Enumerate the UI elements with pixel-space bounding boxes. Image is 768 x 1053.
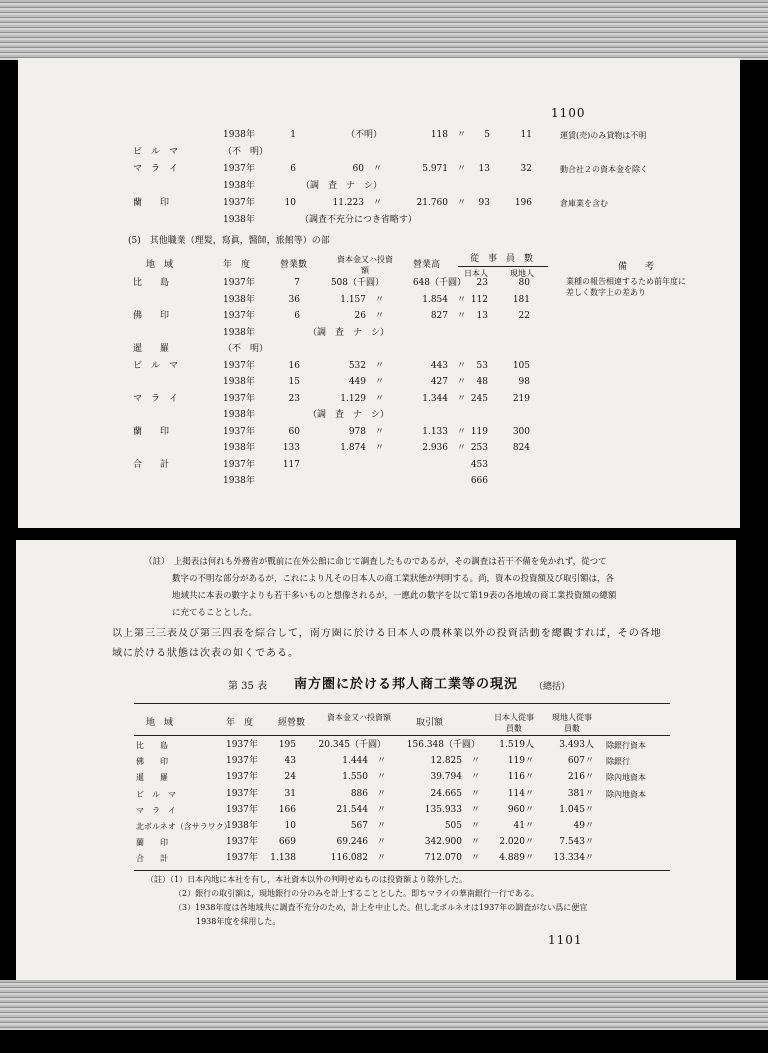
cell-local: 3.493人 [559, 740, 594, 750]
cell-year: （不 明） [223, 147, 269, 157]
header-remark: 備 考 [618, 262, 655, 272]
lower-page [16, 540, 736, 1018]
cell-region: 蘭 印 [136, 838, 168, 848]
cell-year: 1938年 [223, 130, 255, 140]
cell-capital: 116.082 〃 [330, 853, 386, 864]
cell-local: 7.543〃 [559, 837, 594, 848]
cell-trade: 24.665 〃 [430, 788, 480, 799]
cell-capital: 69.246 〃 [336, 837, 386, 848]
cell-remark: 除內地資本 [606, 773, 646, 783]
table-label: 第 35 表 [228, 681, 268, 692]
cell-trade: 135.933 〃 [424, 804, 480, 815]
cell-jp: 13 [478, 164, 490, 174]
cell-trade: 39.794 〃 [430, 772, 480, 783]
cell-jp: 453 [470, 459, 488, 470]
cell-sales: 118 〃 [430, 130, 466, 140]
cell-region: 合 計 [136, 854, 168, 864]
cell-jp: 48 [476, 377, 488, 387]
footnote: （2）銀行の取引額は，現地銀行の分のみを計上することとした。即ちマライの華南銀行一行である。 [174, 889, 539, 898]
header-local: 現地人從事員數 [552, 713, 592, 733]
table-title: 南方圏に於ける邦人商工業等の現況 [294, 677, 519, 692]
cell-count: 24 [284, 772, 296, 783]
table-top-rule [134, 703, 670, 704]
cell-trade: 712.070 〃 [424, 853, 480, 864]
cell-year: 1938年 [223, 377, 255, 387]
cell-remark: 動合社２の資本金を除く [560, 165, 648, 174]
cell-year: 1937年 [226, 804, 258, 815]
cell-year: 1938年 [223, 476, 255, 486]
cell-year: 1937年 [223, 311, 255, 321]
cell-year: 1937年 [223, 278, 255, 288]
cell-region: 佛 印 [133, 311, 170, 321]
note-line: （註） 上掲表は何れも外務省が戰前に在外公館に命じて調査したものであるが，その調査は若干不備を免かれず，從つて [144, 557, 607, 567]
cell-year: 1937年 [223, 164, 255, 174]
cell-capital: （調 査 ナ シ） [300, 181, 382, 191]
cell-capital: 978 〃 [348, 426, 384, 437]
cell-count: 166 [278, 804, 296, 815]
header-sales: 營業高 [413, 260, 441, 270]
cell-jp: 114〃 [507, 788, 534, 799]
cell-sales: 21.760 〃 [416, 198, 466, 208]
cell-region: ビ ル マ [136, 789, 176, 799]
cell-count: 10 [284, 821, 296, 831]
cell-year: 1938年 [223, 294, 255, 305]
cell-region: ビ ル マ [133, 147, 179, 157]
cell-count: 60 [288, 426, 300, 437]
cell-jp: 666 [470, 476, 488, 486]
cell-region: 蘭 印 [133, 426, 170, 437]
cell-capital: 21.544 〃 [336, 804, 386, 815]
footnote: （3）1938年度は各地域共に調査不充分のため，計上を中止した。但し北ボルネオは1937年の調査がない爲に便宜 [174, 903, 588, 912]
cell-jp: 119〃 [507, 756, 534, 767]
cell-jp: 116〃 [507, 772, 534, 783]
cell-count: 15 [288, 377, 300, 387]
cell-capital: 11.223 〃 [332, 198, 382, 208]
upper-page [18, 58, 740, 528]
header-jp: 日本人從事員數 [494, 713, 534, 733]
vertical-text-block [112, 628, 682, 668]
cell-remark: 運賃(売)のみ貸物は不明 [560, 131, 647, 140]
cell-year: 1937年 [226, 837, 258, 848]
cell-capital: 60 〃 [352, 164, 382, 174]
cell-count: 117 [282, 459, 300, 470]
table-bottom-rule [134, 870, 670, 871]
cell-local: 1.045〃 [559, 804, 594, 815]
header-count: 經營數 [278, 718, 306, 728]
cell-region: マ ラ イ [133, 164, 179, 174]
cell-local: 13.334〃 [553, 853, 594, 864]
cell-capital: 449 〃 [348, 377, 384, 387]
cell-capital: 532 〃 [348, 360, 384, 371]
cell-count: 6 [290, 164, 296, 174]
header-year: 年 度 [226, 718, 254, 728]
cell-region: ビ ル マ [133, 360, 179, 371]
cell-count: 1.138 [270, 853, 296, 864]
cell-trade: 505 〃 [444, 821, 480, 831]
header-jp: 日本人 [464, 269, 488, 278]
cell-capital: （調 査 ナ シ） [308, 327, 390, 338]
cell-year: 1937年 [226, 853, 258, 864]
cell-local: 607〃 [567, 756, 594, 767]
cell-count: 669 [278, 837, 296, 848]
cell-jp: 53 [476, 360, 488, 371]
cell-jp: 4.889〃 [499, 853, 534, 864]
page-number: 1101 [548, 933, 583, 947]
cell-jp: 253 [470, 443, 488, 453]
cell-sales: 1.854 〃 [422, 294, 466, 305]
cell-region: 合 計 [133, 459, 170, 470]
cell-jp: 93 [478, 198, 490, 208]
cell-year: 1937年 [226, 740, 258, 750]
cell-local: 300 [512, 426, 530, 437]
cell-region: 佛 印 [136, 757, 168, 767]
cell-local: 22 [518, 311, 530, 321]
cell-year: 1938年 [223, 443, 255, 453]
footnote: （註）（1）日本內地に本社を有し，本社資本以外の判明せぬものは投資額より除外した。 [146, 875, 468, 884]
cell-count: 133 [282, 443, 300, 453]
cell-capital: 1.444 〃 [342, 756, 386, 767]
cell-jp: 245 [470, 393, 488, 404]
cell-year: 1937年 [223, 360, 255, 371]
cell-jp: 5 [484, 130, 490, 140]
cell-local: 80 [518, 278, 530, 288]
footnote: 1938年度を採用した。 [196, 917, 281, 926]
section-heading: (5) 其他職業（理髪，寫眞，醫師，旅館等）の部 [128, 236, 330, 246]
cell-capital: 20.345（千圓） [318, 740, 386, 750]
header-capital: 資本金又ハ投資額 [327, 713, 391, 722]
cell-jp: 112 [470, 294, 488, 305]
cell-local: 381〃 [567, 788, 594, 799]
cell-year: 1937年 [223, 393, 255, 404]
cell-local: 181 [512, 294, 530, 305]
header-capital: 資本金又ハ投資額 [337, 255, 393, 275]
cell-jp: 13 [476, 311, 488, 321]
cell-local: 105 [512, 360, 530, 371]
cell-year: 1937年 [226, 772, 258, 783]
cell-year: 1938年 [226, 821, 258, 831]
note-line: 地域共に本表の數字よりも若干多いものと想像されるが，一應此の數字を以て第19表の各地域の商工業投資額の總額 [172, 591, 617, 601]
header-local: 現地人 [510, 269, 534, 278]
header-count: 營業數 [280, 260, 308, 270]
cell-region: マ ラ イ [136, 805, 176, 815]
header-employees: 從 事 員 數 [470, 254, 534, 264]
cell-trade: 342.900 〃 [424, 837, 480, 848]
cell-count: 16 [288, 360, 300, 371]
cell-capital: 1.129 〃 [340, 393, 384, 404]
cell-sales: 5.971 〃 [422, 164, 466, 174]
cell-local: 824 [512, 443, 530, 453]
cell-year: 1938年 [223, 181, 255, 191]
cell-year: 1937年 [226, 788, 258, 799]
cell-capital: 1.874 〃 [340, 443, 384, 453]
cell-count: 7 [294, 278, 300, 288]
cell-jp: 960〃 [507, 804, 534, 815]
header-region: 地 域 [146, 260, 174, 270]
cell-remark: 除銀行資本 [606, 741, 646, 750]
cell-local: 32 [520, 164, 532, 174]
cell-local: 49〃 [573, 821, 594, 831]
header-trade: 取引額 [416, 718, 444, 728]
cell-local: 219 [512, 393, 530, 404]
table-subtitle: （總括） [534, 682, 571, 692]
header-year: 年 度 [223, 260, 251, 270]
cell-region: 暹 羅 [136, 773, 168, 783]
body-text-line: 以上第三三表及び第三四表を綜合して，南方圏に於ける日本人の農林業以外の投資活動を總觀すれば，その各地 [112, 628, 662, 639]
cell-capital: 1.157 〃 [340, 294, 384, 305]
page-number: 1100 [551, 106, 586, 120]
note-line: に充てることとした。 [172, 608, 258, 618]
cell-capital: 886 〃 [350, 788, 386, 799]
cell-sales: 427 〃 [430, 377, 466, 387]
cell-remark: 除銀行 [606, 757, 630, 767]
cell-region: 比 島 [133, 278, 170, 288]
cell-jp: 1.519人 [499, 740, 534, 750]
cell-sales: 1.133 〃 [422, 426, 466, 437]
cell-year: （不 明） [223, 344, 269, 354]
cell-capital: 508（千圓） [330, 278, 384, 288]
cell-sales: 2.936 〃 [422, 443, 466, 453]
cell-remark: 倉庫業を含む [560, 199, 608, 208]
book-edge-top [0, 0, 768, 60]
cell-count: 31 [284, 788, 296, 799]
cell-local: 216〃 [567, 772, 594, 783]
cell-region: 暹 羅 [133, 344, 170, 354]
cell-trade: 156.348（千圓） [406, 740, 480, 750]
cell-local: 11 [520, 130, 532, 140]
cell-region: マ ラ イ [133, 393, 179, 404]
cell-year: 1938年 [223, 410, 255, 420]
cell-local: 98 [518, 377, 530, 387]
cell-sales: 1.344 〃 [422, 393, 466, 404]
cell-count: 6 [294, 311, 300, 321]
cell-capital: 26 〃 [354, 311, 384, 321]
header-rule [458, 266, 548, 267]
cell-year: 1937年 [223, 198, 255, 208]
cell-count: 43 [284, 756, 296, 767]
cell-count: 10 [284, 198, 296, 208]
cell-count: 1 [290, 130, 296, 140]
cell-sales: 648（千圓） [412, 278, 466, 288]
cell-count: 36 [288, 294, 300, 305]
cell-count: 23 [288, 393, 300, 404]
cell-capital: （不明） [345, 130, 382, 140]
cell-year: 1938年 [223, 215, 255, 225]
cell-jp: 23 [476, 278, 488, 288]
remark-note: 業種の報告相違するため前年度に差しく数字上の差あり [566, 277, 686, 297]
cell-jp: 41〃 [513, 821, 534, 831]
note-line: 數字の不明な部分があるが，これにより凡その日本人の商工業狀態が判明する。尚，資本の投資額及び取引額は，各 [172, 574, 615, 584]
cell-region: 蘭 印 [133, 198, 170, 208]
cell-local: 196 [514, 198, 532, 208]
header-region: 地 域 [146, 718, 174, 728]
cell-region: 比 島 [136, 741, 168, 750]
header-rule [134, 735, 670, 736]
cell-year: 1937年 [226, 756, 258, 767]
cell-sales: 443 〃 [430, 360, 466, 371]
cell-capital: 567 〃 [350, 821, 386, 831]
book-edge-bottom [0, 980, 768, 1030]
cell-year: 1937年 [223, 459, 255, 470]
cell-capital: （調 査 ナ シ） [308, 410, 390, 420]
cell-count: 195 [278, 740, 296, 750]
body-text-line: 域に於ける狀態は次表の如くである。 [112, 648, 299, 659]
cell-year: 1937年 [223, 426, 255, 437]
cell-trade: 12.825 〃 [430, 756, 480, 767]
cell-capital: （調査不充分につき省略す） [300, 215, 417, 225]
cell-capital: 1.550 〃 [342, 772, 386, 783]
cell-jp: 2.020〃 [499, 837, 534, 848]
cell-region: 北ボルネオ（含サラワク） [136, 822, 232, 831]
cell-sales: 827 〃 [430, 311, 466, 321]
cell-remark: 除內地資本 [606, 789, 646, 799]
cell-jp: 119 [470, 426, 488, 437]
cell-year: 1938年 [223, 327, 255, 338]
